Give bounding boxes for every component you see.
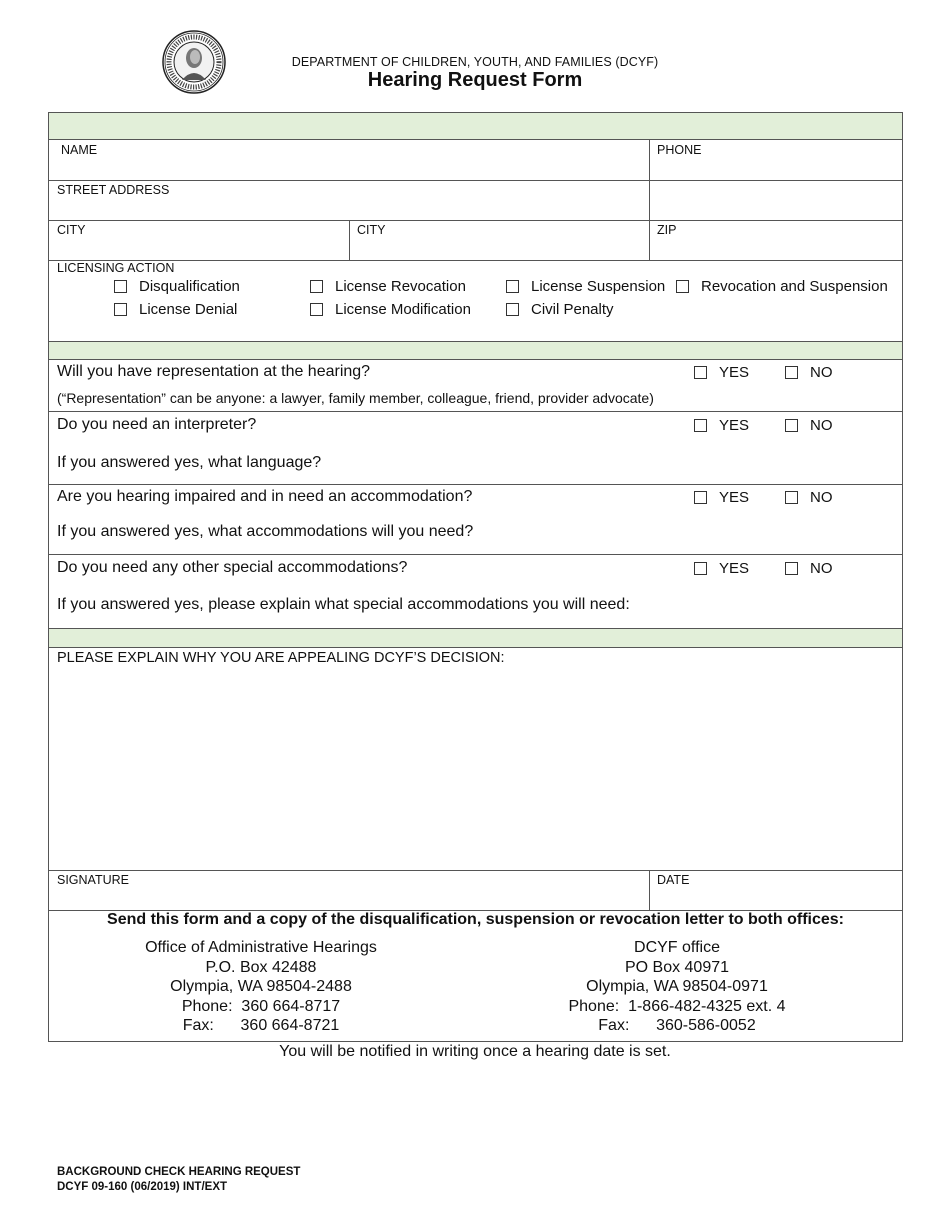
street-address-field[interactable]: STREET ADDRESS bbox=[57, 183, 170, 197]
dcyf-address bbox=[549, 938, 805, 1036]
checkbox-license-modification[interactable]: License Modification bbox=[310, 301, 471, 318]
oah-name: Office of Administrative Hearings bbox=[145, 939, 377, 956]
dcyf-name: DCYF office bbox=[634, 939, 720, 956]
checkbox-license-revocation[interactable]: License Revocation bbox=[310, 278, 466, 295]
question-special-accommodations: Do you need any other special accommodations? bbox=[57, 559, 408, 576]
dcyf-city: Olympia, WA 98504-0971 bbox=[586, 978, 768, 995]
city-field-1[interactable]: CITY bbox=[57, 223, 86, 237]
name-field[interactable]: NAME bbox=[61, 143, 98, 157]
checkbox-hearing-impaired-yes[interactable]: YES bbox=[694, 489, 749, 506]
checkbox-civil-penalty[interactable]: Civil Penalty bbox=[506, 301, 614, 318]
checkbox-interpreter-no[interactable]: NO bbox=[785, 417, 833, 434]
dcyf-fax: Fax: 360-586-0052 bbox=[598, 1017, 756, 1034]
date-field[interactable]: DATE bbox=[657, 873, 690, 887]
phone-field[interactable]: PHONE bbox=[657, 143, 702, 157]
representation-note: (“Representation” can be anyone: a lawyer, family member, colleague, friend, provider advocate) bbox=[57, 390, 654, 406]
special-accommodations-field[interactable]: If you answered yes, please explain what special accommodations you will need: bbox=[57, 596, 630, 613]
send-instruction: Send this form and a copy of the disqualification, suspension or revocation letter to both offices: bbox=[107, 911, 844, 928]
zip-field[interactable]: ZIP bbox=[657, 223, 677, 237]
accommodations-needed-field[interactable]: If you answered yes, what accommodations will you need? bbox=[57, 523, 474, 540]
department-name: DEPARTMENT OF CHILDREN, YOUTH, AND FAMILIES (DCYF) bbox=[291, 55, 659, 69]
oah-phone: Phone: 360 664-8717 bbox=[181, 997, 341, 1015]
section-band bbox=[49, 628, 902, 648]
checkbox-representation-yes[interactable]: YES bbox=[694, 364, 749, 381]
checkbox-license-suspension[interactable]: License Suspension bbox=[506, 278, 665, 295]
oah-address bbox=[121, 938, 401, 1036]
oah-box: P.O. Box 42488 bbox=[205, 958, 317, 976]
oah-fax: Fax: 360 664-8721 bbox=[182, 1017, 340, 1034]
checkbox-license-denial[interactable]: License Denial bbox=[114, 301, 237, 318]
footer-form-number: DCYF 09-160 (06/2019) INT/EXT bbox=[57, 1181, 228, 1193]
question-interpreter: Do you need an interpreter? bbox=[57, 416, 257, 433]
appeal-explanation-field[interactable]: PLEASE EXPLAIN WHY YOU ARE APPEALING DCYF’S DECISION: bbox=[57, 650, 505, 666]
licensing-action-label: LICENSING ACTION bbox=[57, 261, 175, 275]
question-hearing-impaired: Are you hearing impaired and in need an accommodation? bbox=[57, 488, 473, 505]
signature-field[interactable]: SIGNATURE bbox=[57, 873, 129, 887]
checkbox-hearing-impaired-no[interactable]: NO bbox=[785, 489, 833, 506]
checkbox-revocation-and-suspension[interactable]: Revocation and Suspension bbox=[676, 278, 888, 295]
checkbox-special-accommodations-yes[interactable]: YES bbox=[694, 560, 749, 577]
checkbox-representation-no[interactable]: NO bbox=[785, 364, 833, 381]
footer-form-name: BACKGROUND CHECK HEARING REQUEST bbox=[57, 1166, 301, 1178]
dcyf-phone: Phone: 1-866-482-4325 ext. 4 bbox=[568, 997, 786, 1015]
section-band bbox=[49, 341, 902, 360]
interpreter-language-field[interactable]: If you answered yes, what language? bbox=[57, 454, 322, 471]
checkbox-special-accommodations-no[interactable]: NO bbox=[785, 560, 833, 577]
section-band bbox=[49, 113, 902, 140]
dcyf-box: PO Box 40971 bbox=[624, 958, 730, 976]
checkbox-disqualification[interactable]: Disqualification bbox=[114, 278, 240, 295]
hearing-request-form bbox=[48, 112, 903, 1042]
oah-city: Olympia, WA 98504-2488 bbox=[170, 978, 352, 995]
question-representation: Will you have representation at the hearing? bbox=[57, 363, 371, 380]
checkbox-interpreter-yes[interactable]: YES bbox=[694, 417, 749, 434]
city-field-2[interactable]: CITY bbox=[357, 223, 386, 237]
hearing-notice: You will be notified in writing once a hearing date is set. bbox=[279, 1043, 671, 1060]
form-title: Hearing Request Form bbox=[367, 69, 583, 91]
